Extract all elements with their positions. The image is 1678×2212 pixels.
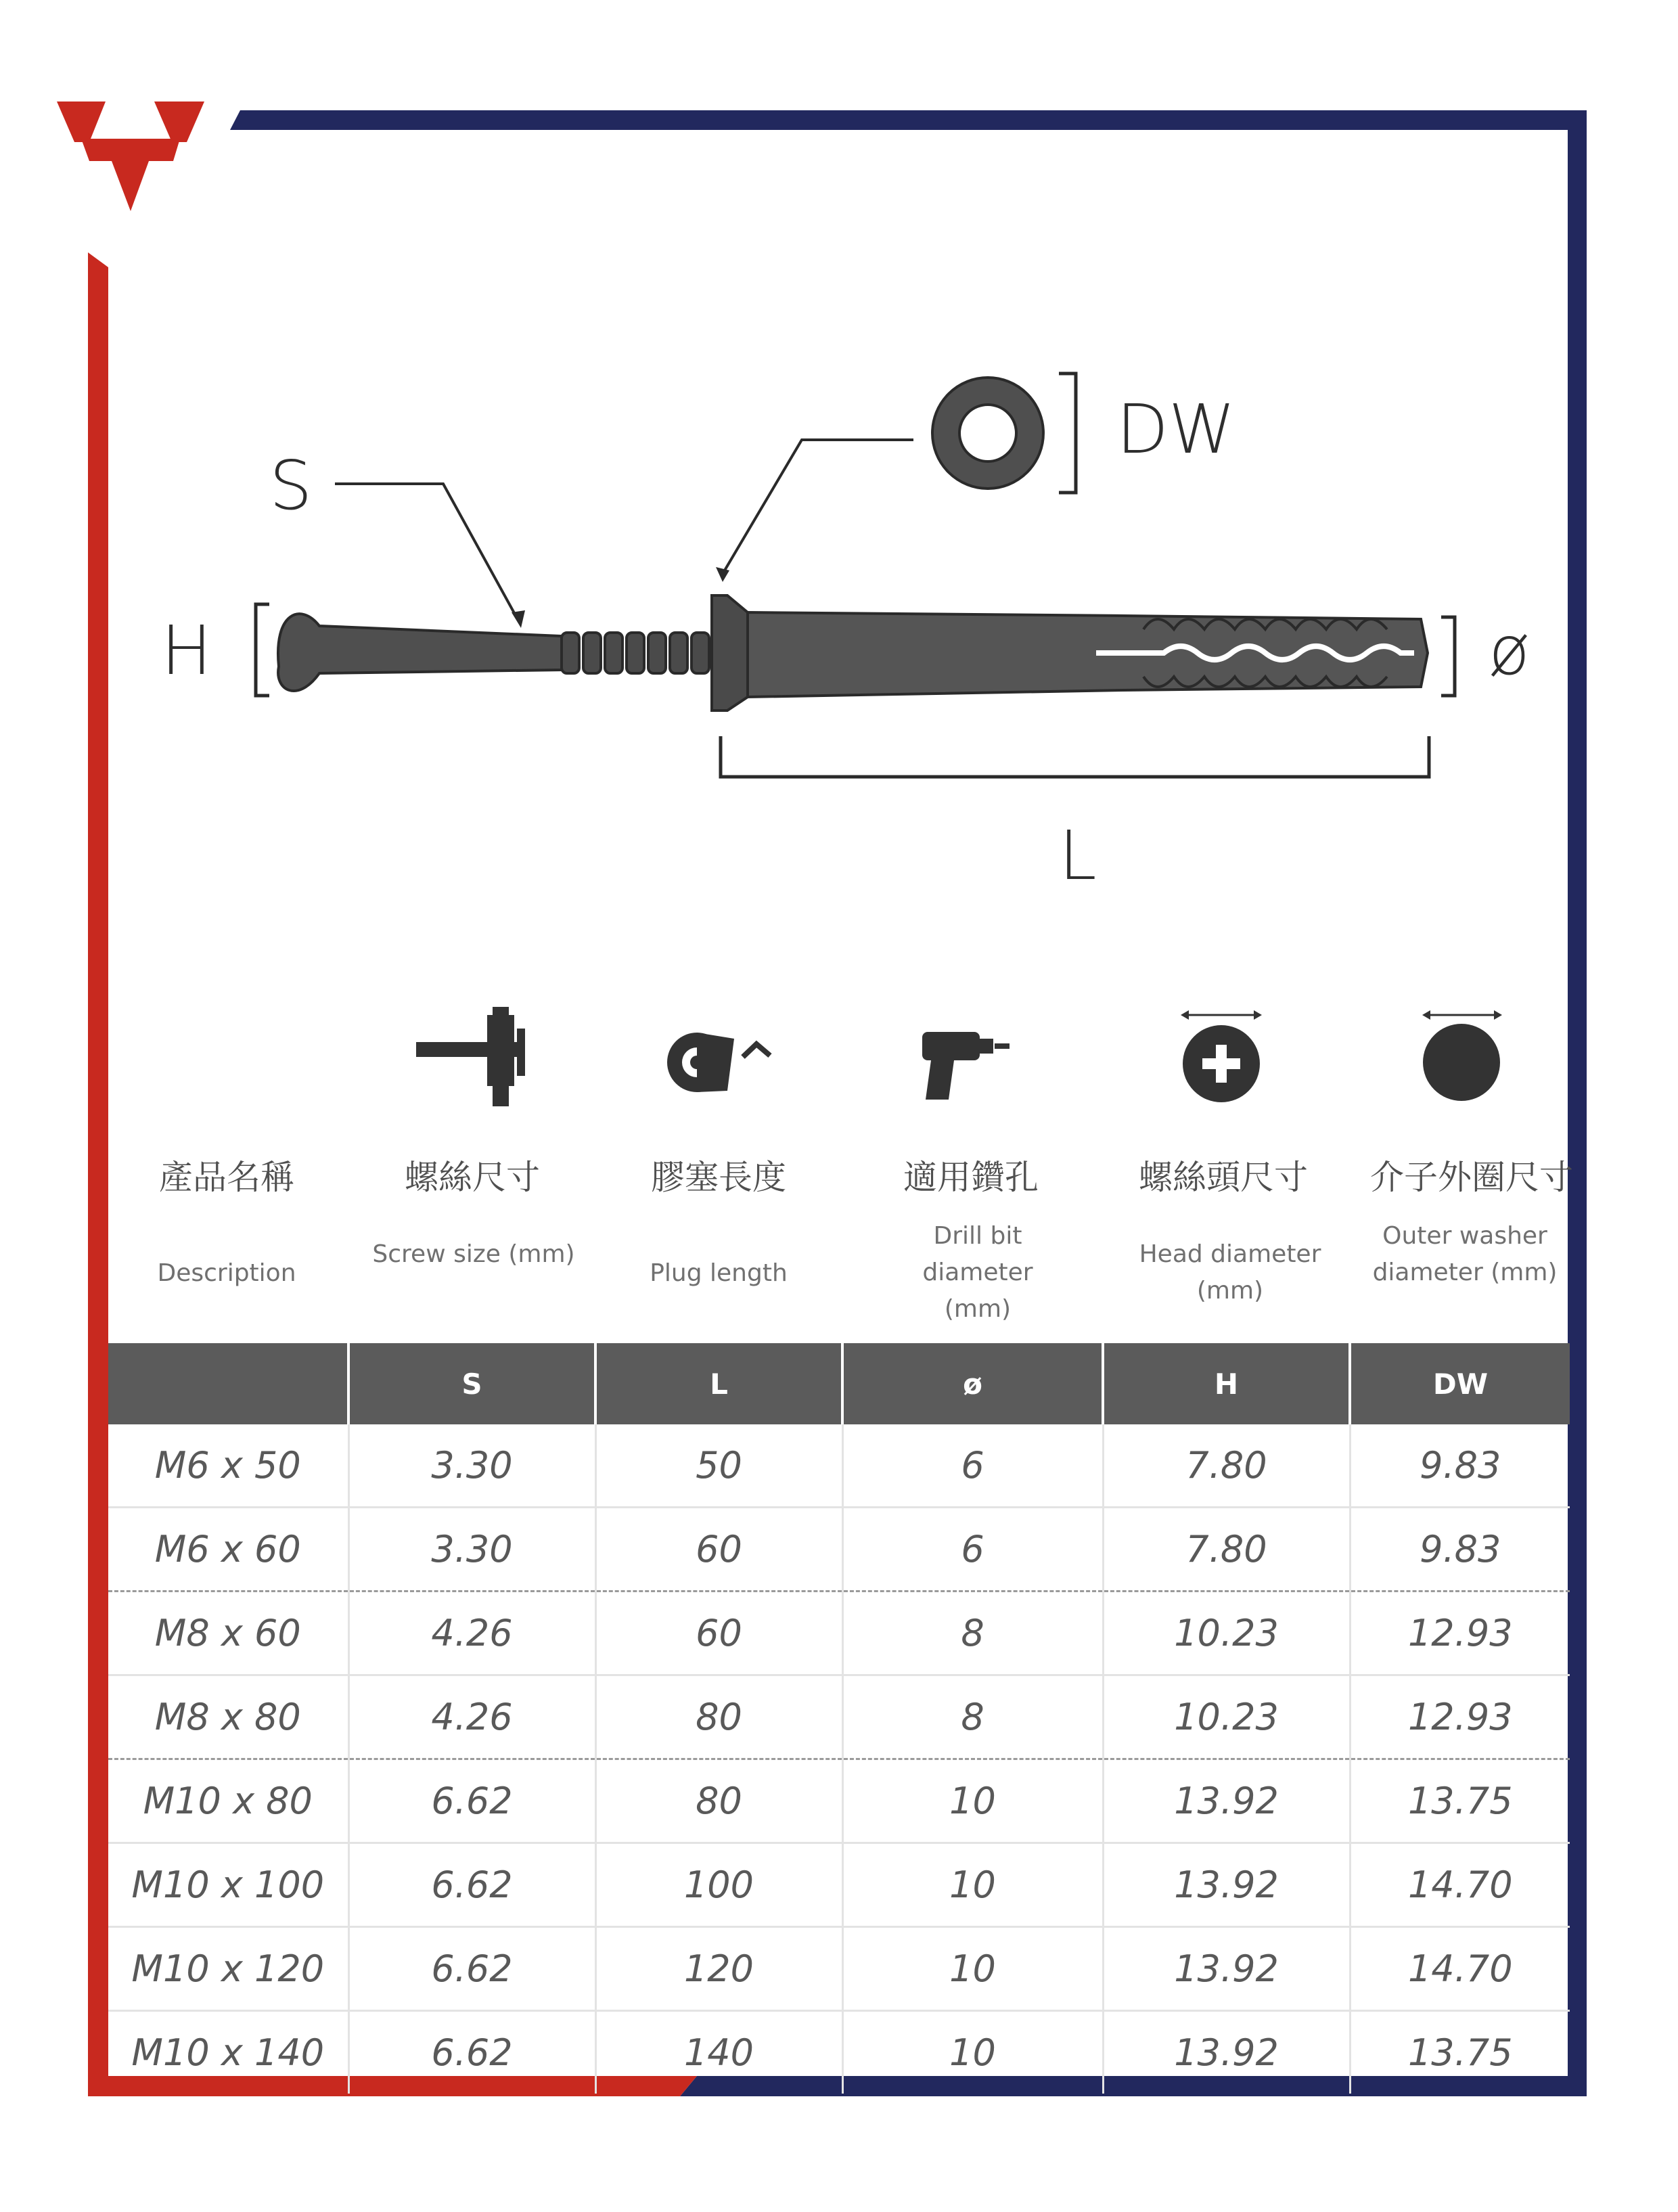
cell-description: M10 x 120 <box>108 1927 348 2011</box>
table-row <box>108 1675 1570 1759</box>
cell-screw-size: 3.30 <box>348 1424 595 1508</box>
cell-plug-length: 80 <box>595 1759 842 1843</box>
cell-drill-bit: 8 <box>842 1592 1103 1675</box>
diagram-label-phi: ø <box>1489 611 1530 690</box>
cell-plug-length: 140 <box>595 2011 842 2094</box>
header-symbol-h: H <box>1103 1343 1350 1424</box>
cell-head-diameter: 13.92 <box>1103 1927 1350 2011</box>
cell-drill-bit: 8 <box>842 1675 1103 1759</box>
anchor-diagram <box>0 0 1678 947</box>
header-en-head-diameter: Head diameter (mm) <box>1139 1240 1321 1305</box>
cell-washer-diameter: 14.70 <box>1350 1927 1570 2011</box>
table-row <box>108 1424 1570 1508</box>
table-row <box>108 1843 1570 1927</box>
cell-washer-diameter: 14.70 <box>1350 1843 1570 1927</box>
cell-drill-bit: 10 <box>842 1843 1103 1927</box>
header-symbol-l: L <box>595 1343 842 1424</box>
cell-washer-diameter: 13.75 <box>1350 2011 1570 2094</box>
header-zh-washer: 介子外圈尺寸 <box>1370 1158 1573 1197</box>
cell-plug-length: 100 <box>595 1843 842 1927</box>
cell-description: M6 x 50 <box>108 1424 348 1508</box>
header-zh-screw-size: 螺絲尺寸 <box>405 1158 540 1197</box>
cell-head-diameter: 7.80 <box>1103 1508 1350 1592</box>
screw-head-icon <box>1181 1010 1262 1102</box>
cell-head-diameter: 13.92 <box>1103 2011 1350 2094</box>
table-row <box>108 1927 1570 2011</box>
cell-plug-length: 60 <box>595 1508 842 1592</box>
cell-description: M6 x 60 <box>108 1508 348 1592</box>
cell-washer-diameter: 12.93 <box>1350 1675 1570 1759</box>
header-symbol-dw: DW <box>1350 1343 1570 1424</box>
header-en-description: Description <box>157 1259 296 1287</box>
header-zh-description: 產品名稱 <box>159 1158 294 1197</box>
diagram-label-s: S <box>269 446 313 525</box>
cell-description: M8 x 80 <box>108 1675 348 1759</box>
cell-plug-length: 60 <box>595 1592 842 1675</box>
header-en-plug-length: Plug length <box>650 1259 788 1287</box>
cell-description: M8 x 60 <box>108 1592 348 1675</box>
header-symbol-description <box>108 1343 348 1424</box>
cell-drill-bit: 10 <box>842 2011 1103 2094</box>
cell-drill-bit: 6 <box>842 1508 1103 1592</box>
cell-head-diameter: 7.80 <box>1103 1424 1350 1508</box>
cell-screw-size: 3.30 <box>348 1508 595 1592</box>
spec-table <box>108 1343 1570 2094</box>
cell-screw-size: 6.62 <box>348 1759 595 1843</box>
cell-plug-length: 120 <box>595 1927 842 2011</box>
cell-head-diameter: 10.23 <box>1103 1675 1350 1759</box>
cell-screw-size: 4.26 <box>348 1592 595 1675</box>
cell-screw-size: 6.62 <box>348 2011 595 2094</box>
cell-head-diameter: 10.23 <box>1103 1592 1350 1675</box>
header-en-screw-size: Screw size (mm) <box>372 1240 575 1268</box>
cell-head-diameter: 13.92 <box>1103 1759 1350 1843</box>
table-row <box>108 1592 1570 1675</box>
header-zh-drill-bit: 適用鑽孔 <box>903 1158 1039 1197</box>
header-zh-head-diameter: 螺絲頭尺寸 <box>1139 1158 1308 1197</box>
cell-description: M10 x 100 <box>108 1843 348 1927</box>
cell-description: M10 x 140 <box>131 2031 325 2074</box>
cell-screw-size: 4.26 <box>348 1675 595 1759</box>
diagram-label-dw: DW <box>1116 390 1235 469</box>
cell-description: M10 x 80 <box>108 1759 348 1843</box>
table-row <box>108 1508 1570 1592</box>
washer-icon <box>1422 1010 1502 1101</box>
cell-head-diameter: 13.92 <box>1103 1843 1350 1927</box>
header-zh-plug-length: 膠塞長度 <box>651 1158 786 1197</box>
cell-drill-bit: 10 <box>842 1927 1103 2011</box>
cell-screw-size: 6.62 <box>348 1927 595 2011</box>
tape-measure-icon <box>667 1033 770 1092</box>
table-row <box>108 2011 1570 2094</box>
drill-icon <box>922 1032 1010 1100</box>
cell-washer-diameter: 13.75 <box>1350 1759 1570 1843</box>
table-row <box>108 1759 1570 1843</box>
cell-plug-length: 80 <box>595 1675 842 1759</box>
cell-drill-bit: 6 <box>842 1424 1103 1508</box>
diagram-label-l: L <box>1059 816 1097 895</box>
header-en-washer: Outer washer diameter (mm) <box>1372 1222 1558 1286</box>
cell-washer-diameter: 9.83 <box>1350 1508 1570 1592</box>
header-en-drill-bit: Drill bit diameter (mm) <box>922 1222 1033 1323</box>
table-header-row <box>108 1343 1570 1424</box>
cell-screw-size: 6.62 <box>348 1843 595 1927</box>
cell-washer-diameter: 9.83 <box>1350 1424 1570 1508</box>
caliper-icon <box>416 1007 525 1106</box>
header-symbol-phi: ø <box>842 1343 1103 1424</box>
diagram-label-h: H <box>161 611 212 690</box>
cell-plug-length: 50 <box>595 1424 842 1508</box>
cell-washer-diameter: 12.93 <box>1350 1592 1570 1675</box>
column-icons <box>0 995 1678 1110</box>
cell-drill-bit: 10 <box>842 1759 1103 1843</box>
header-symbol-s: S <box>348 1343 595 1424</box>
